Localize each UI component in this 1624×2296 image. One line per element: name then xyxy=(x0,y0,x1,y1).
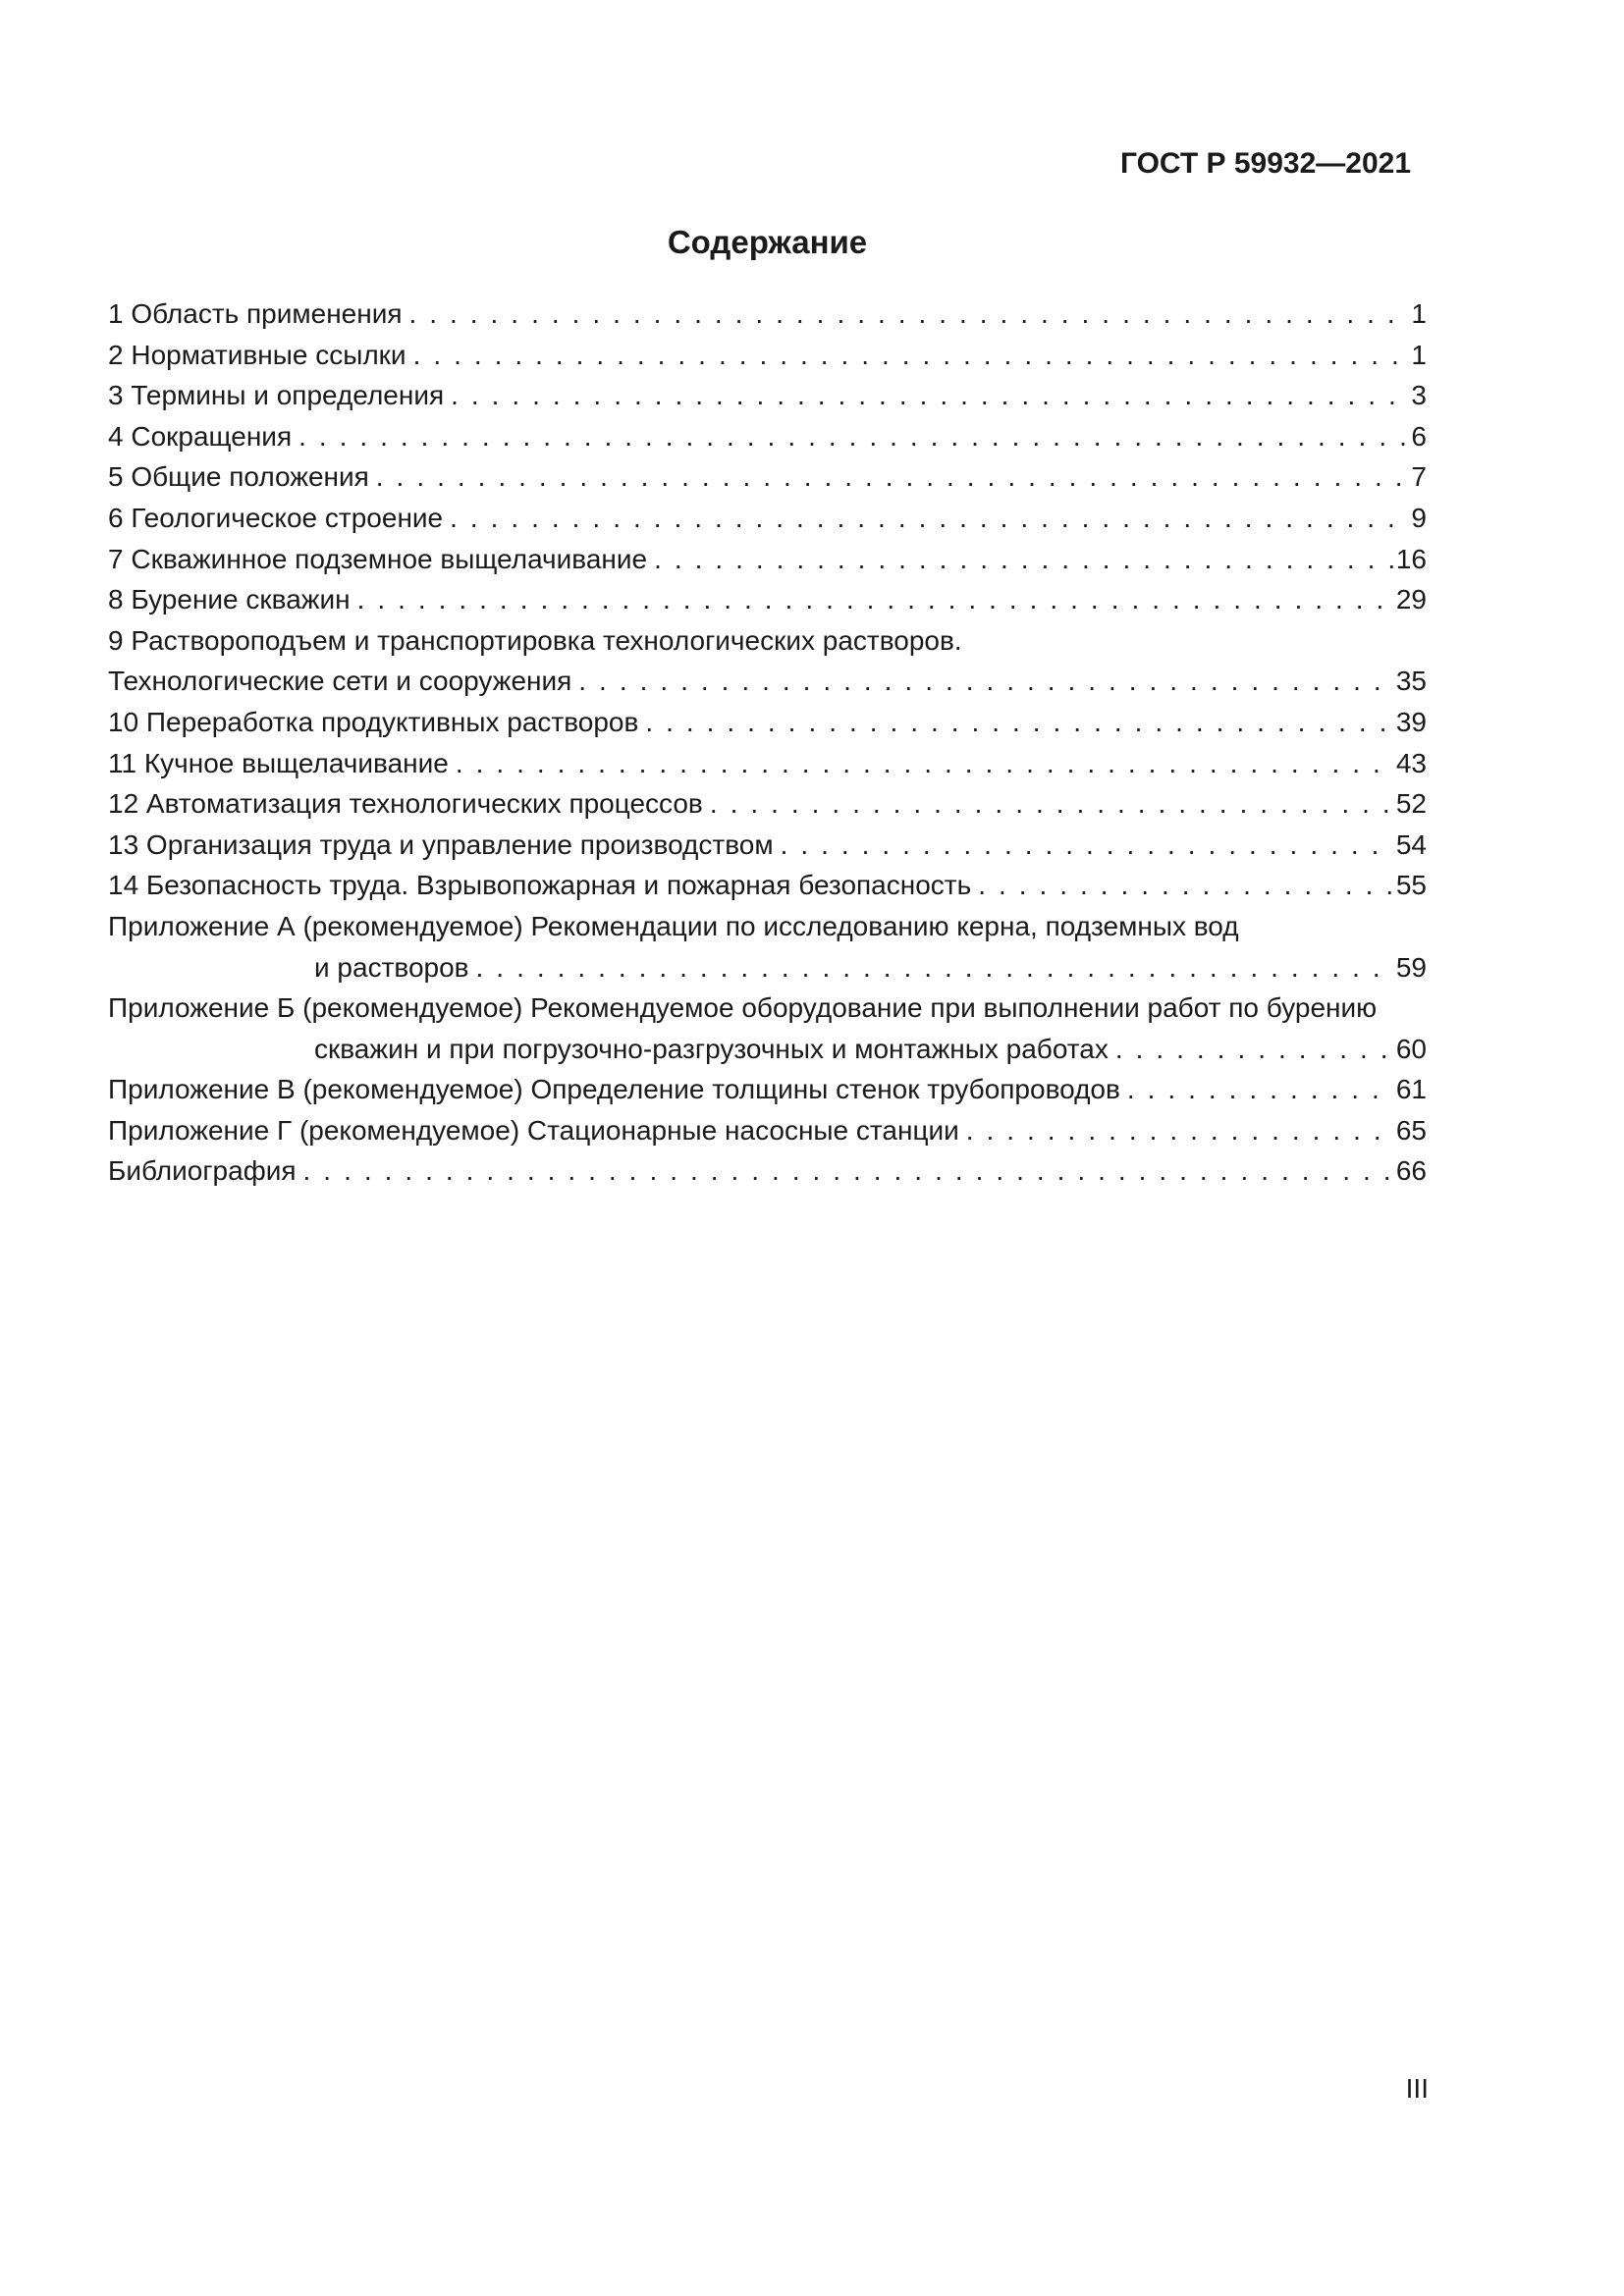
page-title: Содержание xyxy=(667,224,868,260)
page-number-folio: III xyxy=(1405,2073,1429,2104)
toc-entry-page: 6 xyxy=(1411,420,1427,452)
toc-entry-page: 59 xyxy=(1395,951,1427,983)
dot-leader xyxy=(298,416,1409,457)
toc-entry-label: 2 Нормативные ссылки xyxy=(108,339,406,370)
toc-entry xyxy=(108,743,1427,784)
toc-entry xyxy=(108,906,1427,988)
toc-entry-page: 54 xyxy=(1395,828,1427,860)
dot-leader xyxy=(376,456,1410,498)
toc-entry-page: 29 xyxy=(1395,584,1427,615)
toc-entry xyxy=(108,702,1427,743)
toc-entry-label: 1 Область применения xyxy=(108,298,403,329)
toc-entry xyxy=(108,539,1427,580)
toc-entry-label: 10 Переработка продуктивных растворов xyxy=(108,706,639,737)
toc-entry-page: 55 xyxy=(1395,870,1427,901)
toc-entry-label: 4 Сокращения xyxy=(108,420,293,452)
toc-entry-label: Приложение Г (рекомендуемое) Стационарные насосные станции xyxy=(108,1114,959,1146)
toc-entry xyxy=(108,498,1427,539)
toc-entry-label: и растворов xyxy=(314,951,469,983)
dot-leader xyxy=(456,743,1394,784)
toc-entry-label: 13 Организация труда и управление производством xyxy=(108,828,774,860)
dot-leader xyxy=(966,1110,1394,1151)
dot-leader xyxy=(654,539,1394,580)
toc-entry-line1: Приложение Б (рекомендуемое) Рекомендуемое оборудование при выполнении работ по бурению xyxy=(108,992,1378,1024)
toc-entry xyxy=(108,1069,1427,1110)
toc-entry-page: 60 xyxy=(1395,1033,1427,1064)
toc-entry-page: 66 xyxy=(1395,1155,1427,1187)
toc-entry xyxy=(108,579,1427,620)
dot-leader xyxy=(476,947,1394,988)
toc-entry-line2 xyxy=(108,947,1427,988)
dot-leader xyxy=(357,579,1394,620)
toc-entry-line2 xyxy=(108,661,1427,702)
toc-entry-page: 16 xyxy=(1395,543,1427,574)
dot-leader xyxy=(1127,1069,1394,1110)
dot-leader xyxy=(578,661,1394,702)
table-of-contents xyxy=(108,294,1427,1192)
dot-leader xyxy=(978,865,1394,906)
dot-leader xyxy=(781,825,1394,866)
toc-entry xyxy=(108,294,1427,335)
toc-entry xyxy=(108,865,1427,906)
toc-entry-label: скважин и при погрузочно-разгрузочных и монтажных работах xyxy=(314,1033,1109,1064)
toc-entry-label: Библиография xyxy=(108,1155,297,1187)
toc-entry-line1: Приложение А (рекомендуемое) Рекомендации по исследованию керна, подземных вод xyxy=(108,910,1239,941)
toc-entry-page: 65 xyxy=(1395,1114,1427,1146)
toc-entry-label: 5 Общие положения xyxy=(108,461,369,493)
toc-entry xyxy=(108,783,1427,825)
toc-entry xyxy=(108,620,1427,702)
toc-entry-label: 12 Автоматизация технологических процессов xyxy=(108,788,703,820)
toc-entry-page: 7 xyxy=(1411,461,1427,493)
toc-entry xyxy=(108,456,1427,498)
toc-entry-line2 xyxy=(108,1029,1427,1070)
toc-entry-page: 1 xyxy=(1411,298,1427,329)
toc-entry-page: 43 xyxy=(1395,747,1427,778)
toc-entry-label: Приложение В (рекомендуемое) Определение толщины стенок трубопроводов xyxy=(108,1074,1120,1105)
toc-entry-label: 14 Безопасность труда. Взрывопожарная и пожарная безопасность xyxy=(108,870,972,901)
toc-entry-line1: 9 Раствороподъем и транспортировка технологических растворов. xyxy=(108,624,962,656)
toc-entry-page: 35 xyxy=(1395,666,1427,697)
toc-entry-label: 7 Скважинное подземное выщелачивание xyxy=(108,543,648,574)
toc-entry xyxy=(108,1110,1427,1151)
toc-entry xyxy=(108,335,1427,376)
toc-entry xyxy=(108,1150,1427,1192)
toc-entry xyxy=(108,988,1427,1069)
dot-leader xyxy=(1115,1029,1394,1070)
toc-entry-label: 3 Термины и определения xyxy=(108,380,445,411)
dot-leader xyxy=(413,335,1410,376)
dot-leader xyxy=(645,702,1393,743)
toc-entry-page: 52 xyxy=(1395,788,1427,820)
toc-entry xyxy=(108,825,1427,866)
toc-entry-page: 3 xyxy=(1411,380,1427,411)
toc-entry-label: 11 Кучное выщелачивание xyxy=(108,747,449,778)
toc-entry-page: 39 xyxy=(1395,706,1427,737)
toc-entry xyxy=(108,375,1427,416)
toc-entry-label: 8 Бурение скважин xyxy=(108,584,351,615)
dot-leader xyxy=(303,1150,1394,1192)
toc-entry-page: 1 xyxy=(1411,339,1427,370)
toc-entry xyxy=(108,416,1427,457)
toc-entry-label: Технологические сети и сооружения xyxy=(108,666,572,697)
toc-entry-page: 61 xyxy=(1395,1074,1427,1105)
dot-leader xyxy=(451,375,1409,416)
toc-entry-page: 9 xyxy=(1411,502,1427,533)
dot-leader xyxy=(710,783,1394,825)
dot-leader xyxy=(409,294,1410,335)
dot-leader xyxy=(450,498,1409,539)
toc-entry-label: 6 Геологическое строение xyxy=(108,502,444,533)
doc-number: ГОСТ Р 59932—2021 xyxy=(1119,147,1411,180)
